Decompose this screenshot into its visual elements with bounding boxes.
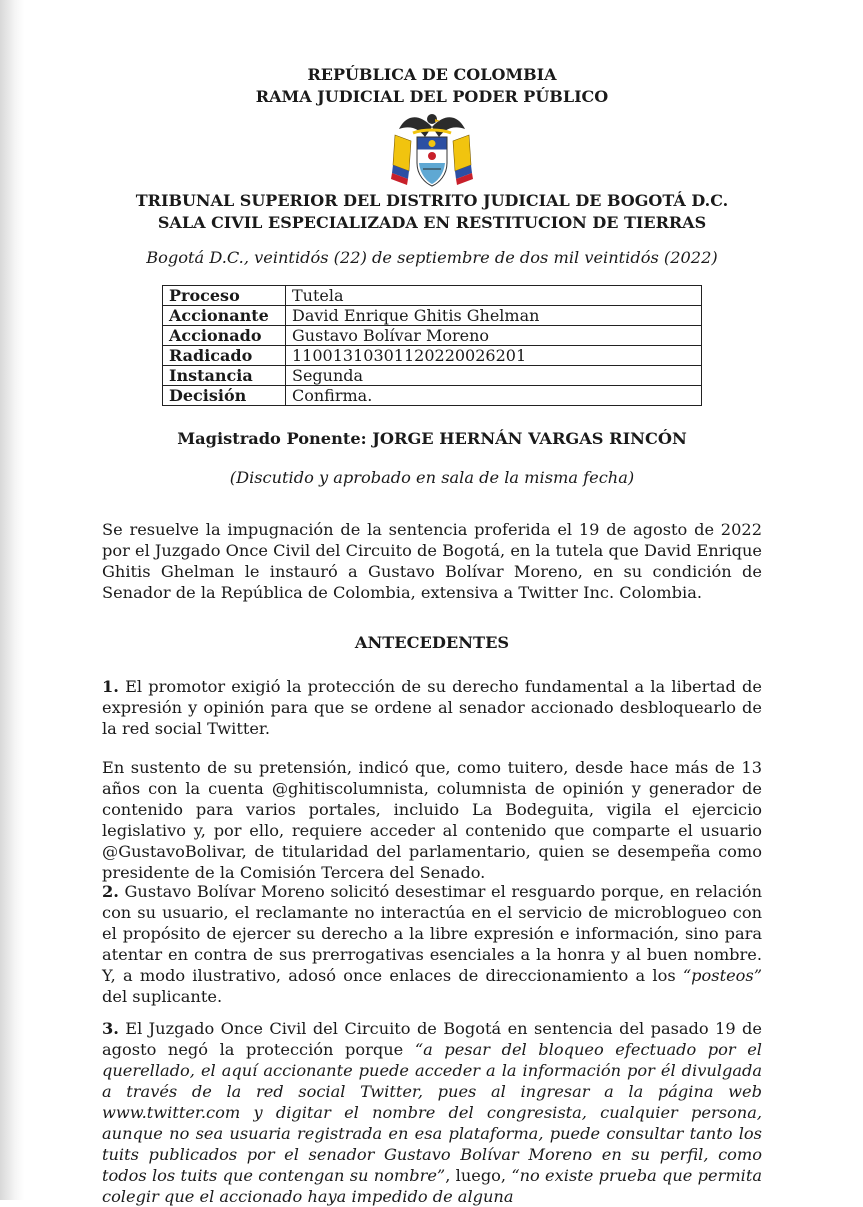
tribunal-heading: TRIBUNAL SUPERIOR DEL DISTRITO JUDICIAL DE BOGOTÁ D.C. <box>135 191 729 210</box>
paragraph-text: El promotor exigió la protección de su derecho fundamental a la libertad de expresión y opinión para que se ordene al senador accionado desbloquearlo de la red social Twitter. <box>102 677 762 738</box>
document-header-top <box>102 64 762 108</box>
paragraph-2 <box>102 881 762 1007</box>
table-row <box>163 306 702 326</box>
quoted-ruling: “no existe prueba que permita colegir que el accionado haya impedido de alguna <box>102 1166 763 1206</box>
table-value: Segunda <box>286 366 702 386</box>
table-row <box>163 326 702 346</box>
case-details-table <box>162 285 702 406</box>
paragraph-1 <box>102 676 762 739</box>
dateline: Bogotá D.C., veintidós (22) de septiembre de dos mil veintidós (2022) <box>146 248 718 267</box>
approval-note: (Discutido y aprobado en sala de la misma fecha) <box>229 468 635 487</box>
chamber-heading: SALA CIVIL ESPECIALIZADA EN RESTITUCION DE TIERRAS <box>157 213 707 232</box>
table-row <box>163 386 702 406</box>
intro-paragraph: Se resuelve la impugnación de la sentencia proferida el 19 de agosto de 2022 por el Juzgado Once Civil del Circuito de Bogotá, en la tutela que David Enrique Ghitis Ghelman le instauró a Gustavo Bolívar Moreno, en su condición de Senador de la República de Colombia, extensiva a Twitter Inc. Colombia. <box>102 520 762 602</box>
paragraph-number: 1. <box>102 677 119 696</box>
scan-edge-shadow <box>0 0 24 1200</box>
paragraph-3 <box>102 1018 762 1207</box>
table-row <box>163 366 702 386</box>
table-value: David Enrique Ghitis Ghelman <box>286 306 702 326</box>
country-heading: REPÚBLICA DE COLOMBIA <box>307 65 557 84</box>
paragraph-text: El Juzgado Once Civil del Circuito de Bogotá en sentencia del pasado 19 de agosto negó la protección porque <box>102 1019 762 1059</box>
table-row <box>163 286 702 306</box>
paragraph-number: 2. <box>102 882 119 901</box>
table-value: 11001310301120220026201 <box>286 346 702 366</box>
table-value: Tutela <box>286 286 702 306</box>
table-key: Proceso <box>163 286 286 306</box>
section-title: ANTECEDENTES <box>354 633 510 652</box>
table-key: Decisión <box>163 386 286 406</box>
tribunal-header <box>102 190 762 234</box>
paragraph-number: 3. <box>102 1019 119 1038</box>
paragraph-text: , luego, <box>445 1166 512 1185</box>
branch-heading: RAMA JUDICIAL DEL PODER PÚBLICO <box>255 87 609 106</box>
table-key: Instancia <box>163 366 286 386</box>
paragraph-text: del suplicante. <box>102 987 223 1006</box>
table-row <box>163 346 702 366</box>
table-key: Radicado <box>163 346 286 366</box>
colombia-coat-of-arms-icon <box>387 107 477 189</box>
quoted-ruling: “a pesar del bloqueo efectuado por el querellado, el aquí accionante puede acceder a la información por él divulgada a través de la red social Twitter, pues al ingresar a la página web www.twitter.com y digitar el nombre del congresista, cualquier persona, aunque no sea usuaria registrada en esa plataforma, puede consultar tanto los tuits publicados por el senador Gustavo Bolívar Moreno en su perfil, como todos los tuits que contengan su nombre” <box>102 1040 762 1185</box>
table-value: Gustavo Bolívar Moreno <box>286 326 702 346</box>
table-key: Accionante <box>163 306 286 326</box>
table-value: Confirma. <box>286 386 702 406</box>
paragraph-text: Gustavo Bolívar Moreno solicitó desestimar el resguardo porque, en relación con su usuario, el reclamante no interactúa en el servicio de microblogueo con el propósito de ejercer su derecho a la libre expresión e información, sino para atentar en contra de sus prerrogativas esenciales a la honra y al buen nombre. Y, a modo ilustrativo, adosó once enlaces de direccionamiento a los <box>102 882 762 985</box>
table-key: Accionado <box>163 326 286 346</box>
quoted-term: “posteos” <box>682 966 762 985</box>
paragraph-1-continued: En sustento de su pretensión, indicó que, como tuitero, desde hace más de 13 años con la cuenta @ghitiscolumnista, columnista de opinión y generador de contenido para varios portales, incluido La Bodeguita, vigila el ejercicio legislativo y, por ello, requiere acceder al contenido que comparte el usuario @GustavoBolivar, de titularidad del parlamentario, quien se desempeña como presidente de la Comisión Tercera del Senado. <box>102 758 762 882</box>
magistrado-ponente: Magistrado Ponente: JORGE HERNÁN VARGAS RINCÓN <box>177 429 687 448</box>
